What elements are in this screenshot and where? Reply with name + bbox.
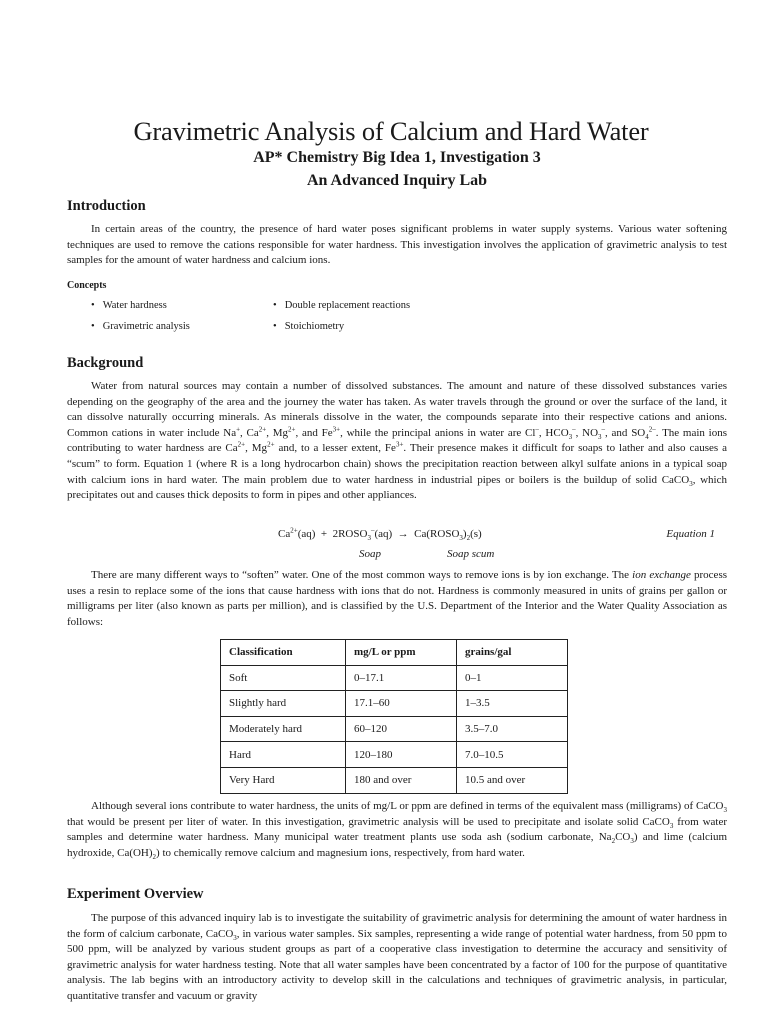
concept-item: • Stoichiometry xyxy=(273,321,344,332)
table-header: grains/gal xyxy=(457,640,568,666)
page-title: Gravimetric Analysis of Calcium and Hard Water xyxy=(133,116,649,146)
background-heading: Background xyxy=(67,355,144,371)
table-header: Classification xyxy=(221,640,346,666)
subtitle-lab-type: An Advanced Inquiry Lab xyxy=(306,172,488,189)
equation-scum-label: Soap scum xyxy=(447,548,495,560)
concepts-heading: Concepts xyxy=(67,280,107,291)
concept-item: • Gravimetric analysis xyxy=(91,321,190,332)
table-cell: 60–120 xyxy=(346,716,457,742)
concept-item: • Double replacement reactions xyxy=(273,300,410,311)
table-cell: 120–180 xyxy=(346,742,457,768)
concept-item: • Water hardness xyxy=(91,300,167,311)
table-cell: 0–17.1 xyxy=(346,665,457,691)
table-cell: 10.5 and over xyxy=(457,767,568,793)
table-cell: 1–3.5 xyxy=(457,691,568,717)
table-row xyxy=(221,716,568,742)
table-row xyxy=(221,691,568,717)
background-paragraph-1: Water from natural sources may contain a number of dissolved substances. The amount and nature of these dissolved substances varies depending on the geography of the area and the journey the water has taken. As water travels through the ground or over the surface of the land, it can dissolve naturally occurring minerals. As minerals dissolve in the water, the compounds separate into their respective cations and anions. Common cations in water include Na+, $Ca^{2+}$, $Mg^{2+}$, and $Fe^{3+}$, while the principal anions in water are Cl–, $HCO_3^-$, $NO_3^-$, and $SO_4^{2-}$. The main ions contributing to water hardness are $Ca^{2+}$, $Mg^{2+}$ and, to a lesser extent, $Fe^{3+}$. Their presence makes it difficult for soaps to lather and also causes a “scum” to form. Equation 1 (where R is a long hydrocarbon chain) shows the precipitation reaction between alkyl sulfate anions in a typical soap with calcium ions in hard water. The main problem due to water hardness in industrial pipes or boilers is the buildup of solid CaCO$_3$, which precipitates out and causes thick deposits to form in pipes and other appliances. xyxy=(67,380,728,502)
table-cell: Moderately hard xyxy=(221,716,346,742)
equation-formula: $Ca^{2+}(aq)$ + $2ROSO_3^-(aq)$ → $Ca(ROSO_3)_2(s)$ xyxy=(278,526,482,543)
table-cell: 180 and over xyxy=(346,767,457,793)
table-cell: 17.1–60 xyxy=(346,691,457,717)
table-row xyxy=(221,665,568,691)
table-cell: Very Hard xyxy=(221,767,346,793)
background-paragraph-3: Although several ions contribute to water hardness, the units of mg/L or ppm are defined in terms of the equivalent mass (milligrams) of CaCO$_3$ that would be present per liter of water. In this investigation, gravimetric analysis will be used to precipitate and isolate solid CaCO$_3$ from water samples and determine water hardness. Many municipal water treatment plants use soda ash (sodium carbonate, $Na_2CO_3$) and lime (calcium hydroxide, $Ca(OH)_2$) to chemically remove calcium and magnesium ions, respectively, from hard water. xyxy=(67,800,728,861)
intro-heading: Introduction xyxy=(67,198,146,214)
table-cell: 3.5–7.0 xyxy=(457,716,568,742)
table-row xyxy=(221,767,568,793)
equation-label: Equation 1 xyxy=(666,528,715,540)
table-cell: 0–1 xyxy=(457,665,568,691)
equation-soap-label: Soap xyxy=(359,548,381,560)
table-cell: Soft xyxy=(221,665,346,691)
intro-paragraph: In certain areas of the country, the presence of hard water poses significant problems in water supply systems. Various water softening techniques are used to remove the cations responsible for water hardness. This investigation involves the application of gravimetric analysis to test samples for the amount of water hardness and calcium ions. xyxy=(67,223,727,267)
table-cell: Hard xyxy=(221,742,346,768)
background-paragraph-2: There are many different ways to “soften” water. One of the most common ways to remove ions is by ion exchange. The ion exchange process uses a resin to replace some of the ions that cause hardness with ions that do not. Hardness is commonly measured in units of grains per gallon or milligrams per liter (also known as parts per million), and is classified by the U.S. Department of the Interior and the Water Quality Association as follows: xyxy=(67,569,728,628)
hardness-classification-table xyxy=(220,639,568,794)
table-cell: 7.0–10.5 xyxy=(457,742,568,768)
overview-heading: Experiment Overview xyxy=(67,886,204,902)
table-cell: Slightly hard xyxy=(221,691,346,717)
overview-paragraph: The purpose of this advanced inquiry lab is to investigate the suitability of gravimetric analysis for determining the amount of water hardness in the form of calcium carbonate, CaCO$_3$, in various water samples. Six samples, representing a wide range of potential water hardness, from 50 ppm to 500 ppm, will be analyzed by various student groups as part of a cooperative class investigation to determine the accuracy and sensitivity of gravimetric analysis for water hardness testing. Note that all water samples have been concentrated by a factor of 100 for the purpose of quantitative analysis. The lab begins with an introductory activity to develop skill in the calculations and techniques of gravimetric analysis, in particular, quantitative transfer and vacuum or gravity xyxy=(67,912,727,1002)
table-header: mg/L or ppm xyxy=(346,640,457,666)
table-header-row xyxy=(221,640,568,666)
subtitle-investigation: AP* Chemistry Big Idea 1, Investigation 3 xyxy=(253,149,541,166)
table-row xyxy=(221,742,568,768)
